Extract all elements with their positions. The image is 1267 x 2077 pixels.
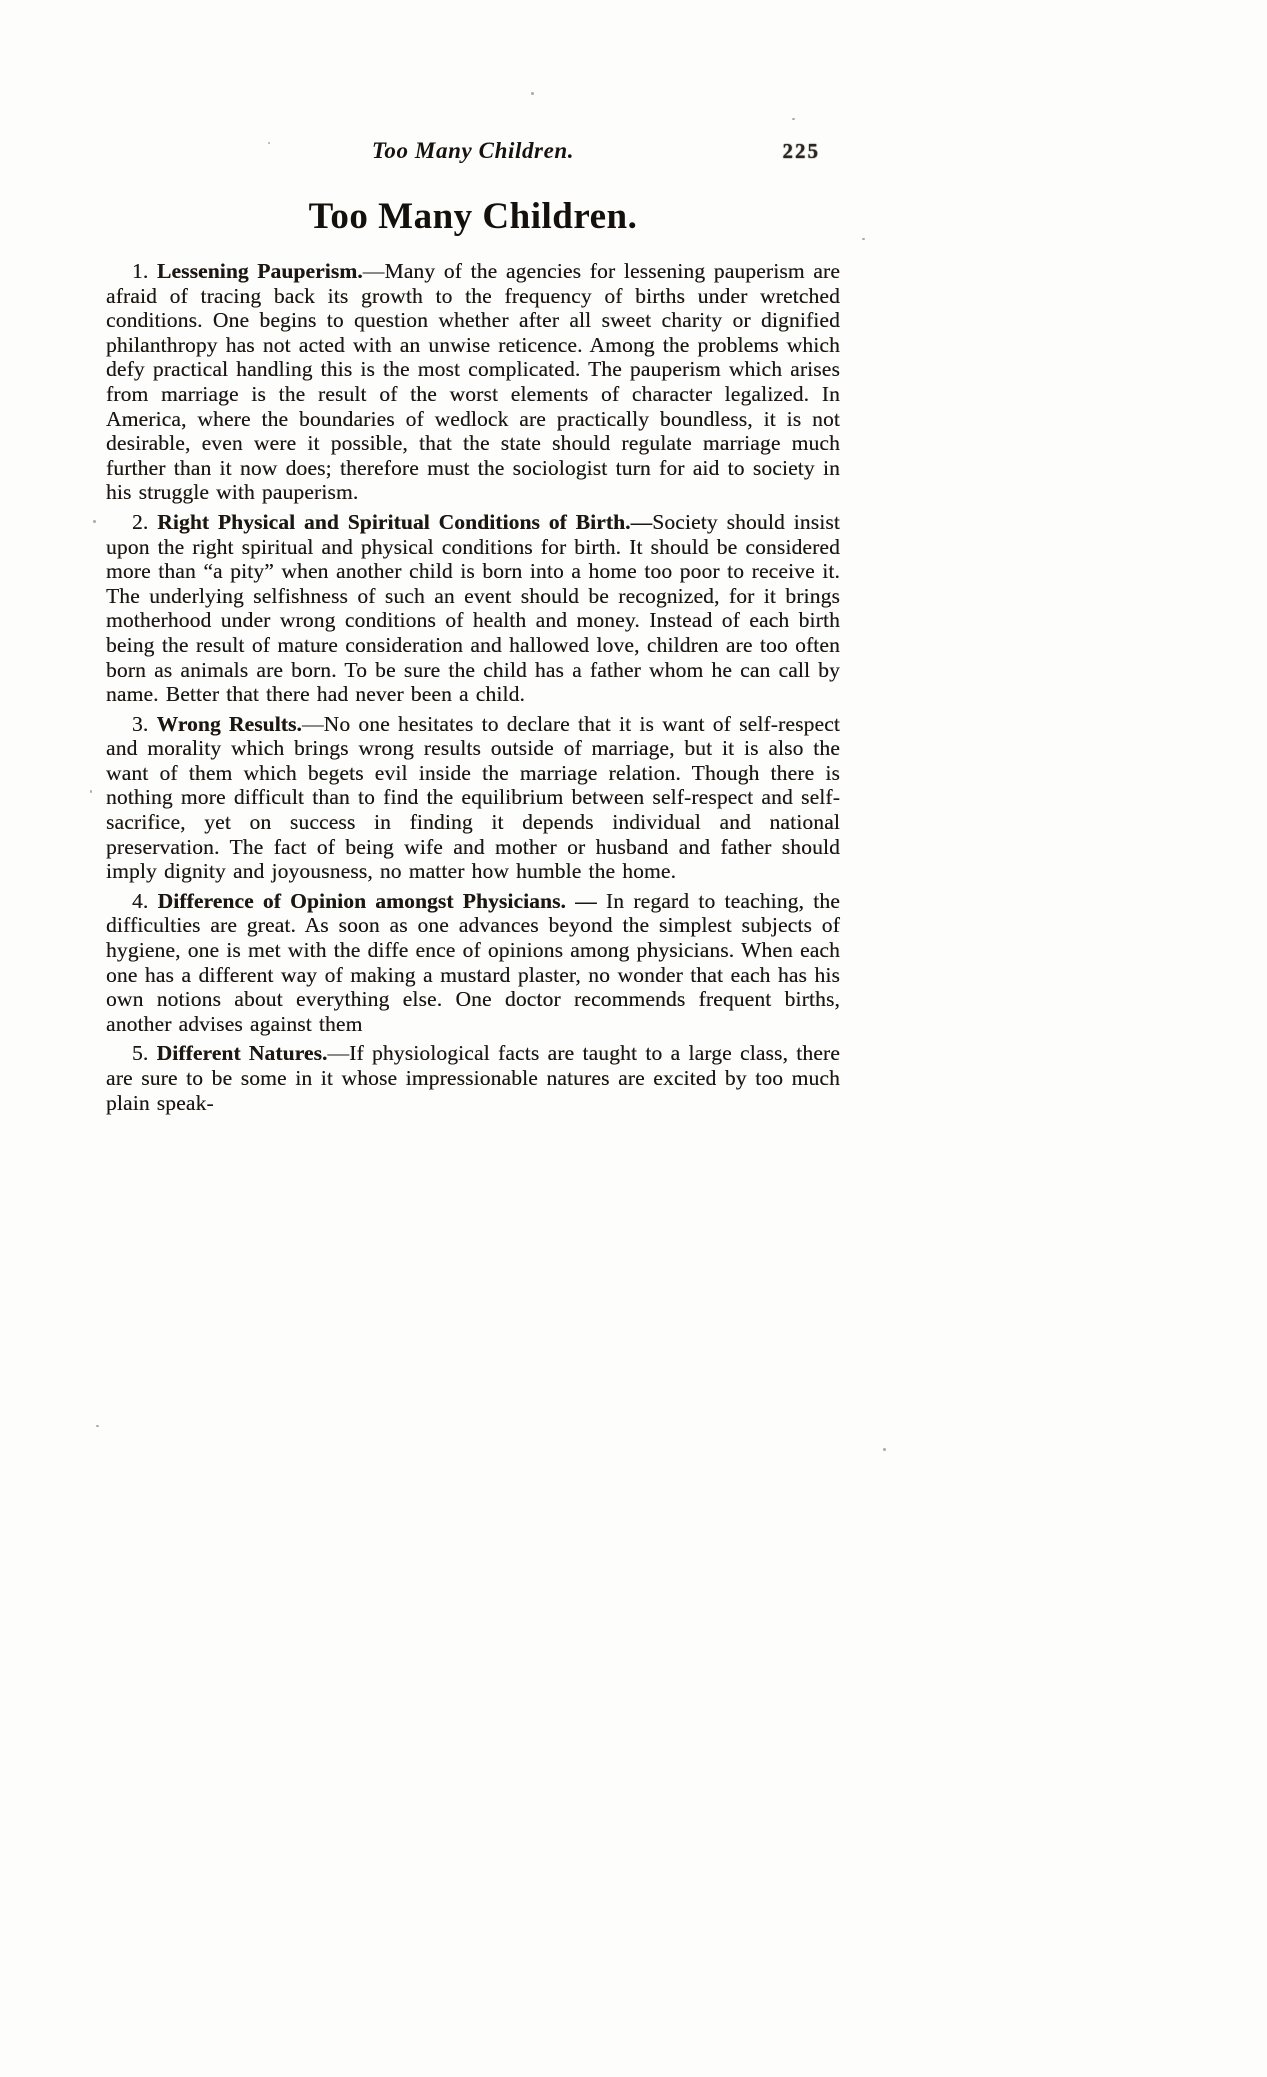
section-body: —Many of the agencies for lessening pauperism are afraid of tracing back its growth to the frequency of births under wretched conditions. One begins to question whether after all sweet charity or dignified philanthropy has not acted with an unwise reticence. Among the problems which defy practical handling this is the most complicated. The pauperism which arises from marriage is the result of the worst elements of character legalized. In America, where the boundaries of wedlock are practically boundless, it is not desirable, even were it possible, that the state should regulate marriage much further than it now does; therefore must the sociologist turn for aid to society in his struggle with pauperism.	[106, 259, 841, 505]
scan-stray-mark	[370, 2031, 377, 2043]
running-header	[106, 138, 840, 164]
section-body: Society should insist upon the right spiritual and physical conditions for birth. It should be considered more than “a pity” when another child is born into a home too poor to receive it. The underlying selfishness of such an event should be recognized, for it brings motherhood under wrong conditions of health and money. Instead of each birth being the result of mature consideration and hallowed love, children are too often born as animals are born. To be sure the child has a father whom he can call by name. Better that there had never been a child.	[106, 509, 840, 707]
section-heading: Different Natures.	[156, 1041, 328, 1066]
section-body: —No one hesitates to declare that it is want of self-respect and morality which brings wrong results outside of marriage, but it is also the want of them which begets evil inside the marriage relation. Though there is nothing more difficult than to find the equilibrium between self-respect and self-sacrifice, yet on success in finding it depends individual and national preservation. The fact of being wife and mother or husband and father should imply dignity and joyousness, no matter how humble the home.	[106, 711, 840, 884]
scan-speck	[93, 520, 96, 523]
scan-speck	[862, 238, 865, 240]
scan-speck	[531, 92, 534, 95]
scan-speck	[96, 1425, 99, 1427]
paragraph-different-natures	[106, 1041, 840, 1115]
paragraph-lessening-pauperism	[106, 259, 840, 505]
paragraph-wrong-results	[106, 712, 840, 884]
section-number: 4.	[132, 888, 158, 913]
section-body: In regard to teaching, the difficulties are great. As soon as one advances beyond the simplest subjects of hygiene, one is met with the diffe ence of opinions among physicians. When each one has a different way of making a mustard plaster, no wonder that each has his own notions about everything else. One doctor recommends frequent births, another advises against them	[106, 888, 840, 1036]
section-heading: Difference of Opinion amongst Physicians. —	[157, 888, 606, 913]
scan-speck	[90, 790, 92, 793]
section-number: 1.	[132, 259, 158, 283]
section-body: —If physiological facts are taught to a large class, there are sure to be some in it whose impressionable natures are excited by too much plain speak-	[106, 1041, 840, 1115]
section-heading: Lessening Pauperism.	[157, 259, 363, 283]
section-number: 3.	[132, 711, 157, 736]
scan-speck	[268, 142, 270, 144]
paragraph-conditions-of-birth	[106, 510, 840, 707]
page-title: Too Many Children.	[308, 196, 638, 237]
text-column	[106, 138, 840, 1115]
page-number: 225	[782, 139, 820, 163]
paragraph-difference-of-opinion	[106, 889, 840, 1037]
section-number: 5.	[132, 1041, 157, 1066]
section-number: 2.	[132, 509, 158, 534]
running-header-title: Too Many Children.	[371, 138, 575, 163]
scan-speck	[792, 118, 795, 120]
section-heading: Wrong Results.	[156, 711, 302, 736]
scan-speck	[883, 1448, 886, 1451]
section-heading: Right Physical and Spiritual Conditions of Birth.—	[157, 509, 653, 534]
body-text	[106, 259, 840, 1115]
